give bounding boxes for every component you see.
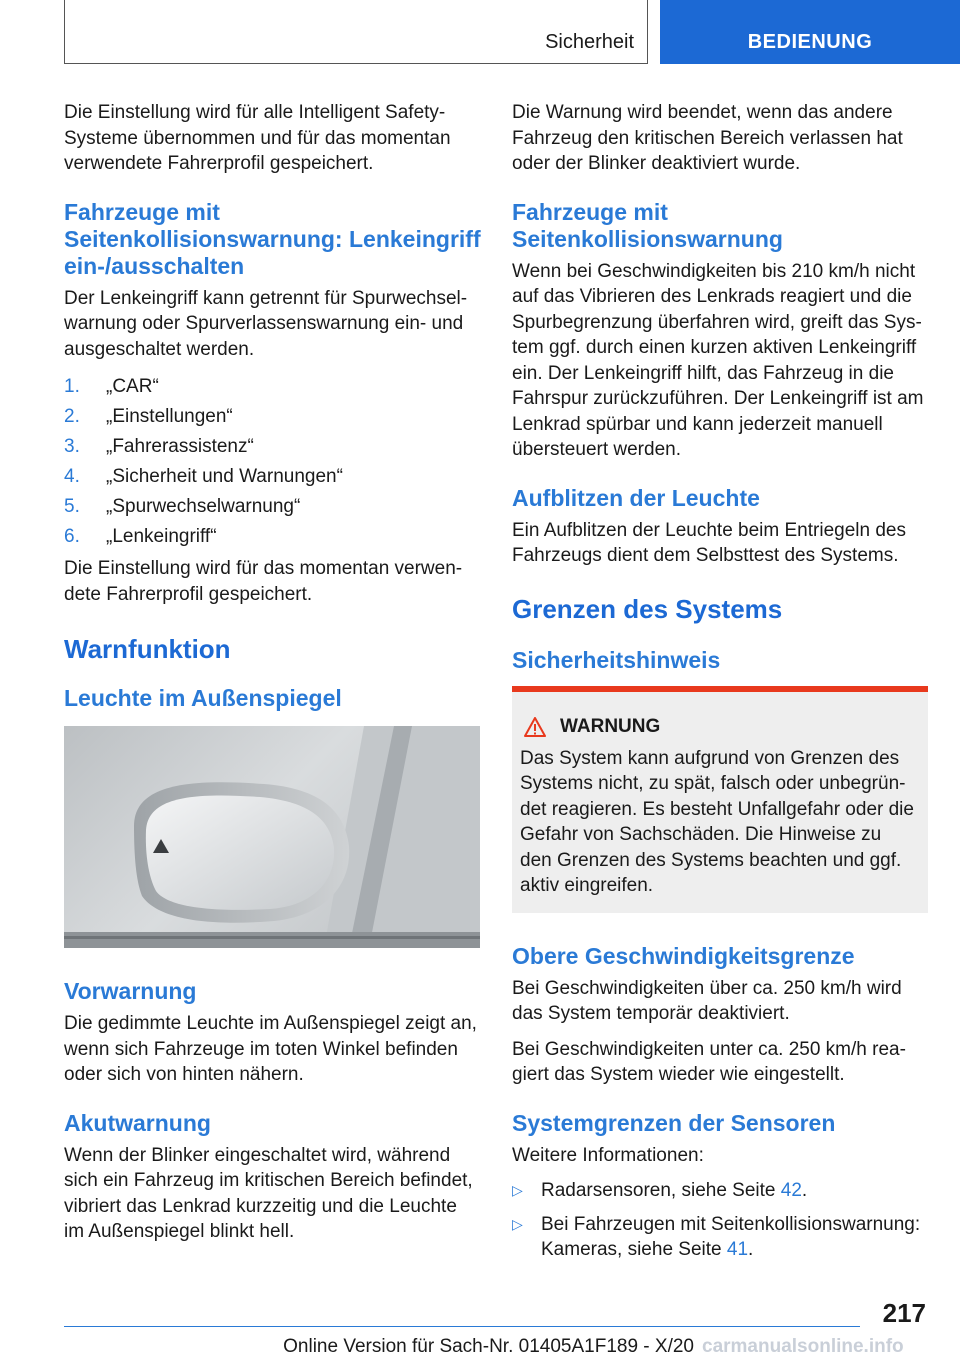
bullet-end: . <box>801 1180 808 1201</box>
side-mirror-image <box>64 726 480 948</box>
list-item <box>512 1212 930 1263</box>
step-number: 4. <box>64 466 80 487</box>
reference-list <box>512 1178 930 1263</box>
step-text: „Fahrerassistenz“ <box>106 436 254 457</box>
paragraph: Der Lenkeingriff kann getrennt für Spurwechselwarnung oder Spurverlassenswarnung ein- und ausgeschaltet werden. <box>64 287 468 360</box>
step-text: „Einstellungen“ <box>106 406 233 427</box>
step-text: „Lenkeingriff“ <box>106 526 217 547</box>
steps-list <box>64 372 482 552</box>
left-column <box>64 100 482 1255</box>
paragraph: Ein Aufblitzen der Leuchte beim Entriegeln des Fahrzeugs dient dem Selbsttest des Systems. <box>512 519 906 566</box>
paragraph: Bei Geschwindigkeiten unter ca. 250 km/h reagiert das System wieder wie eingestellt. <box>512 1038 906 1085</box>
mirror-illustration <box>64 726 480 948</box>
step-text: „CAR“ <box>106 376 159 397</box>
step-text: „Sicherheit und Warnungen“ <box>106 466 343 487</box>
footer-divider <box>64 1326 860 1327</box>
bullet-text: Radarsensoren, siehe Seite <box>541 1180 781 1201</box>
warning-label: WARNUNG <box>560 715 661 737</box>
bullet-text: Bei Fahrzeugen mit Seitenkollisionswarnung: Kameras, siehe Seite <box>541 1213 921 1260</box>
section-heading: Aufblitzen der Leuchte <box>512 484 760 511</box>
chapter-heading: Warnfunktion <box>64 634 231 664</box>
paragraph: Die gedimmte Leuchte im Außenspiegel zeigt an, wenn sich Fahrzeuge im toten Winkel befinden oder sich von hinten nähern. <box>64 1013 477 1085</box>
section-heading: Vorwarnung <box>64 978 197 1004</box>
paragraph: Die Warnung wird beendet, wenn das andere Fahrzeug den kritischen Bereich verlassen hat oder der Blinker deaktiviert wurde. <box>512 102 903 174</box>
paragraph: Wenn bei Geschwindigkeiten bis 210 km/h nicht auf das Vibrieren des Lenkrads reagiert und die Spurbegrenzung überfahren wird, greift das System ggf. durch einen kurzen aktiven Lenkeingriff ein. Der Lenkeingriff hilft, das Fahrzeug in die Fahrspur zurückzuführen. Der Lenkeingriff ist am Lenkrad spürbar und kann jederzeit manuell übersteuert werden. <box>512 260 924 460</box>
section-heading: Systemgrenzen der Sensoren <box>512 1109 836 1136</box>
header-section-title: Sicherheit <box>545 31 634 53</box>
bullet-triangle-icon: ▷ <box>512 1215 523 1232</box>
list-item <box>64 402 482 432</box>
step-number: 2. <box>64 406 80 427</box>
list-item <box>64 432 482 462</box>
warning-title <box>520 716 916 738</box>
paragraph: Bei Geschwindigkeiten über ca. 250 km/h wird das System temporär deaktiviert. <box>512 977 902 1024</box>
header-chapter-tab[interactable]: BEDIENUNG <box>660 0 960 64</box>
step-number: 3. <box>64 436 80 457</box>
paragraph: Weitere Informationen: <box>512 1144 704 1166</box>
section-heading: Sicherheitshinweis <box>512 646 721 673</box>
list-item <box>64 492 482 522</box>
section-heading: Fahrzeuge mit Seitenkollisionswarnung: Lenkeingriff ein-/ausschalten <box>64 198 481 279</box>
paragraph: Wenn der Blinker eingeschaltet wird, während sich ein Fahrzeug im kritischen Bereich befindet, vibriert das Lenkrad kurzzeitig und die Leuchte im Außenspiegel blinkt hell. <box>64 1144 473 1242</box>
list-item <box>64 372 482 402</box>
section-heading: Obere Geschwindigkeitsgrenze <box>512 942 855 969</box>
step-number: 5. <box>64 496 80 517</box>
chapter-heading: Grenzen des Systems <box>512 593 783 624</box>
step-text: „Spurwechselwarnung“ <box>106 496 301 517</box>
warning-text: Das System kann aufgrund von Grenzen des Systems nicht, zu spät, falsch oder unbegründet reagieren. Es besteht Unfallgefahr oder die Gefahr von Sachschäden. Die Hinweise zu den Grenzen des Systems beachten und ggf. aktiv eingreifen. <box>520 747 914 896</box>
watermark: carmanualsonline.info <box>702 1336 904 1357</box>
section-heading: Fahrzeuge mit Seitenkollisionswarnung <box>512 198 783 252</box>
step-number: 1. <box>64 376 80 397</box>
warning-triangle-icon <box>524 717 546 737</box>
paragraph: Die Einstellung wird für alle Intelligent Safety-Systeme übernommen und für das momentan verwendete Fahrerprofil gespeichert. <box>64 102 451 174</box>
section-heading: Leuchte im Außenspiegel <box>64 685 342 711</box>
page-reference-link[interactable]: 41 <box>726 1239 749 1260</box>
bullet-end: . <box>748 1239 754 1260</box>
right-column <box>512 100 930 1271</box>
warning-box <box>512 686 928 913</box>
bullet-triangle-icon: ▷ <box>512 1182 523 1198</box>
section-heading: Akutwarnung <box>64 1109 211 1136</box>
list-item <box>64 462 482 492</box>
footer-version: Online Version für Sach-Nr. 01405A1F189 - X/20 <box>283 1336 694 1357</box>
page-reference-link[interactable]: 42 <box>780 1180 802 1201</box>
step-number: 6. <box>64 526 80 547</box>
paragraph: Die Einstellung wird für das momentan verwendete Fahrerprofil gespeichert. <box>64 558 463 605</box>
list-item <box>64 522 482 552</box>
page-number: 217 <box>882 1298 926 1328</box>
list-item <box>512 1178 930 1204</box>
